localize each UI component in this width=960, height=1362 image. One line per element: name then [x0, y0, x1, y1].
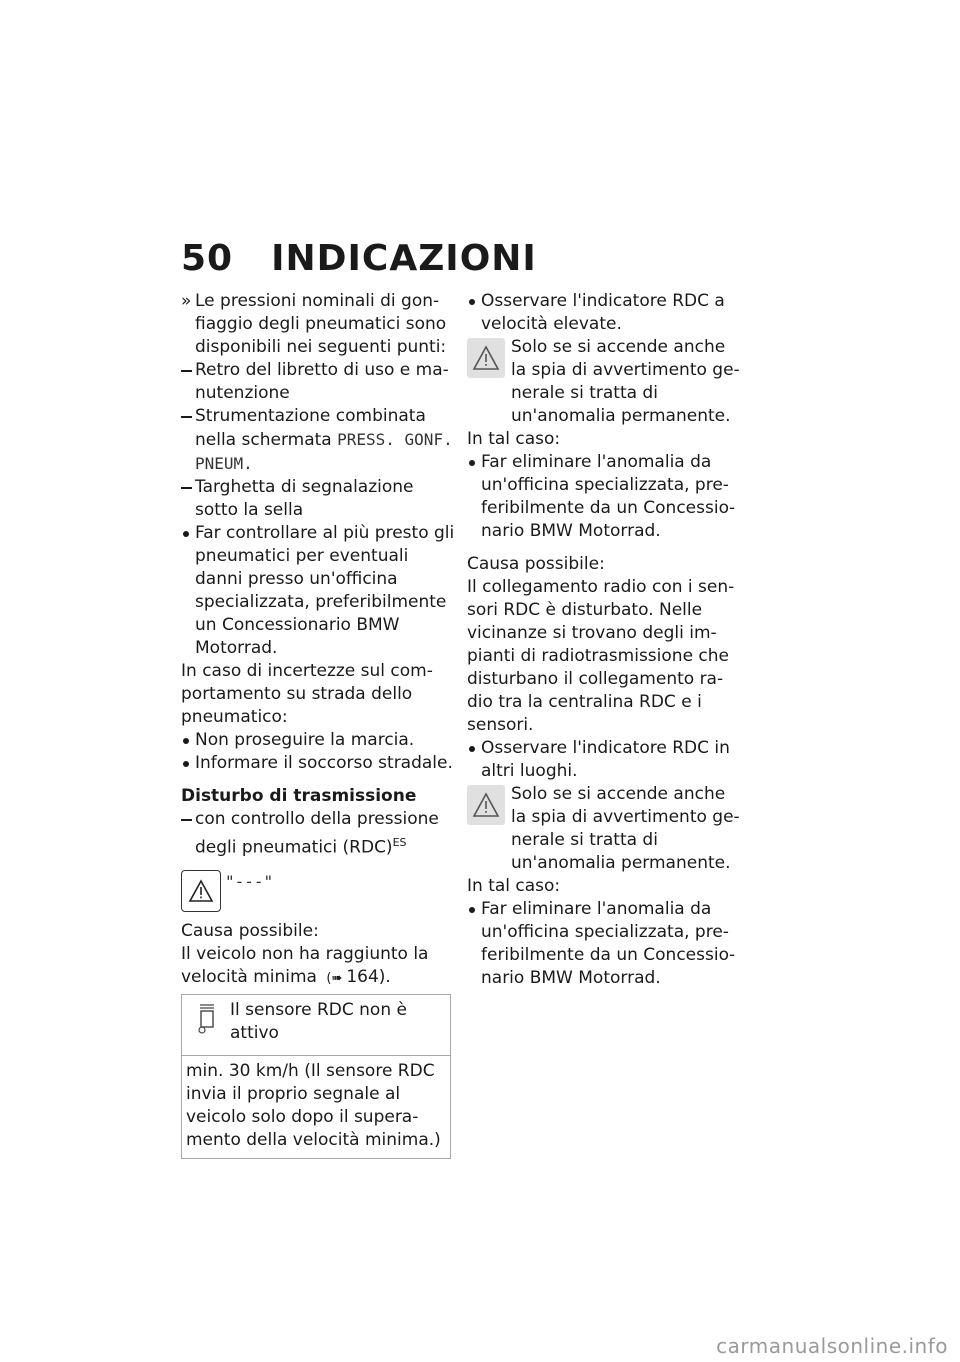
bullet-icon: [183, 738, 189, 744]
list-item: Osservare l'indicatore RDC in altri luoghi.: [467, 737, 742, 783]
bullet-icon: [469, 460, 475, 466]
dash-marker: [181, 819, 192, 821]
list-item: Strumentazione combinata nella schermata PRESS. GONF. PNEUM.: [181, 405, 456, 476]
sensor-status-cell: Il sensore RDC non è attivo: [182, 994, 451, 1055]
list-item: Non proseguire la marcia.: [181, 729, 456, 752]
bullet-icon: [469, 299, 475, 305]
dash-marker: [181, 416, 192, 418]
warning-note: Solo se si accende anche la spia di avvertimento generale si tratta di un'anomalia permanente.: [467, 336, 742, 428]
tire-sensor-icon: [196, 1003, 218, 1042]
list-item: Informare il soccorso stradale.: [181, 752, 456, 775]
list-item: con controllo della pressione degli pneumatici (RDC)$^{ES}$: [181, 808, 456, 860]
page-header: [181, 238, 537, 279]
page-number: 50: [181, 238, 234, 279]
es-superscript: ES: [392, 836, 407, 849]
cause-label: Causa possibile:: [181, 920, 319, 941]
section-heading: Disturbo di trasmissione: [181, 786, 417, 806]
speed-cell: min. 30 km/h (Il sensore RDC invia il proprio segnale al veicolo solo dopo il superamento della velocità minima.): [182, 1055, 451, 1158]
watermark: carmanualsonline.info: [716, 1334, 948, 1358]
list-item: Osservare l'indicatore RDC a velocità elevate.: [467, 290, 742, 336]
page-title: INDICAZIONI: [271, 238, 537, 279]
page-reference: 164).: [346, 966, 391, 987]
list-item: Targhetta di segnalazione sotto la sella: [181, 476, 456, 522]
display-value: "---": [225, 871, 274, 891]
bullet-icon: [183, 531, 189, 537]
double-chevron-icon: »: [181, 291, 192, 311]
cause-text: Il veicolo non ha raggiunto la velocità minima (➠ 164).: [181, 943, 456, 990]
screen-name: PRESS. GONF. PNEUM.: [195, 430, 453, 473]
warning-triangle-icon: [467, 338, 505, 378]
cause-label: Causa possibile:: [467, 554, 605, 574]
in-tal-caso-label: In tal caso:: [467, 876, 561, 896]
warning-triangle-icon: [467, 785, 505, 825]
list-item: Retro del libretto di uso e manutenzione: [181, 359, 456, 405]
in-tal-caso-label: In tal caso:: [467, 429, 561, 449]
cause-text: Il collegamento radio con i sensori RDC è disturbato. Nelle vicinanze si trovano degli impianti di radiotrasmissione che disturbano il collegamento radio tra la centralina RDC e i sensori.: [467, 577, 735, 735]
warning-note: Solo se si accende anche la spia di avvertimento generale si tratta di un'anomalia permanente.: [467, 783, 742, 875]
bullet-icon: [469, 746, 475, 752]
page-reference-icon: (➠: [326, 970, 343, 986]
rdc-table: [181, 994, 451, 1159]
list-item: Far eliminare l'anomalia da un'officina specializzata, preferibilmente da un Concessionario BMW Motorrad.: [467, 898, 742, 990]
warning-triangle-icon: [181, 870, 221, 912]
bullet-icon: [183, 761, 189, 767]
right-column: [467, 290, 742, 990]
list-item: Far controllare al più presto gli pneumatici per eventuali danni presso un'officina specializzata, preferibilmente un Concessionario BMW Motorrad.: [181, 522, 456, 660]
dash-marker: [181, 487, 192, 489]
display-indicator: [181, 870, 456, 918]
intro-paragraph: » Le pressioni nominali di gonfiaggio degli pneumatici sono disponibili nei seguenti punti:: [181, 291, 447, 357]
list-item: Far eliminare l'anomalia da un'officina specializzata, preferibilmente da un Concessionario BMW Motorrad.: [467, 451, 742, 543]
bullet-icon: [469, 907, 475, 913]
dash-marker: [181, 370, 192, 372]
uncertain-paragraph: In caso di incertezze sul comportamento su strada dello pneumatico:: [181, 661, 433, 727]
left-column: [181, 290, 456, 1159]
